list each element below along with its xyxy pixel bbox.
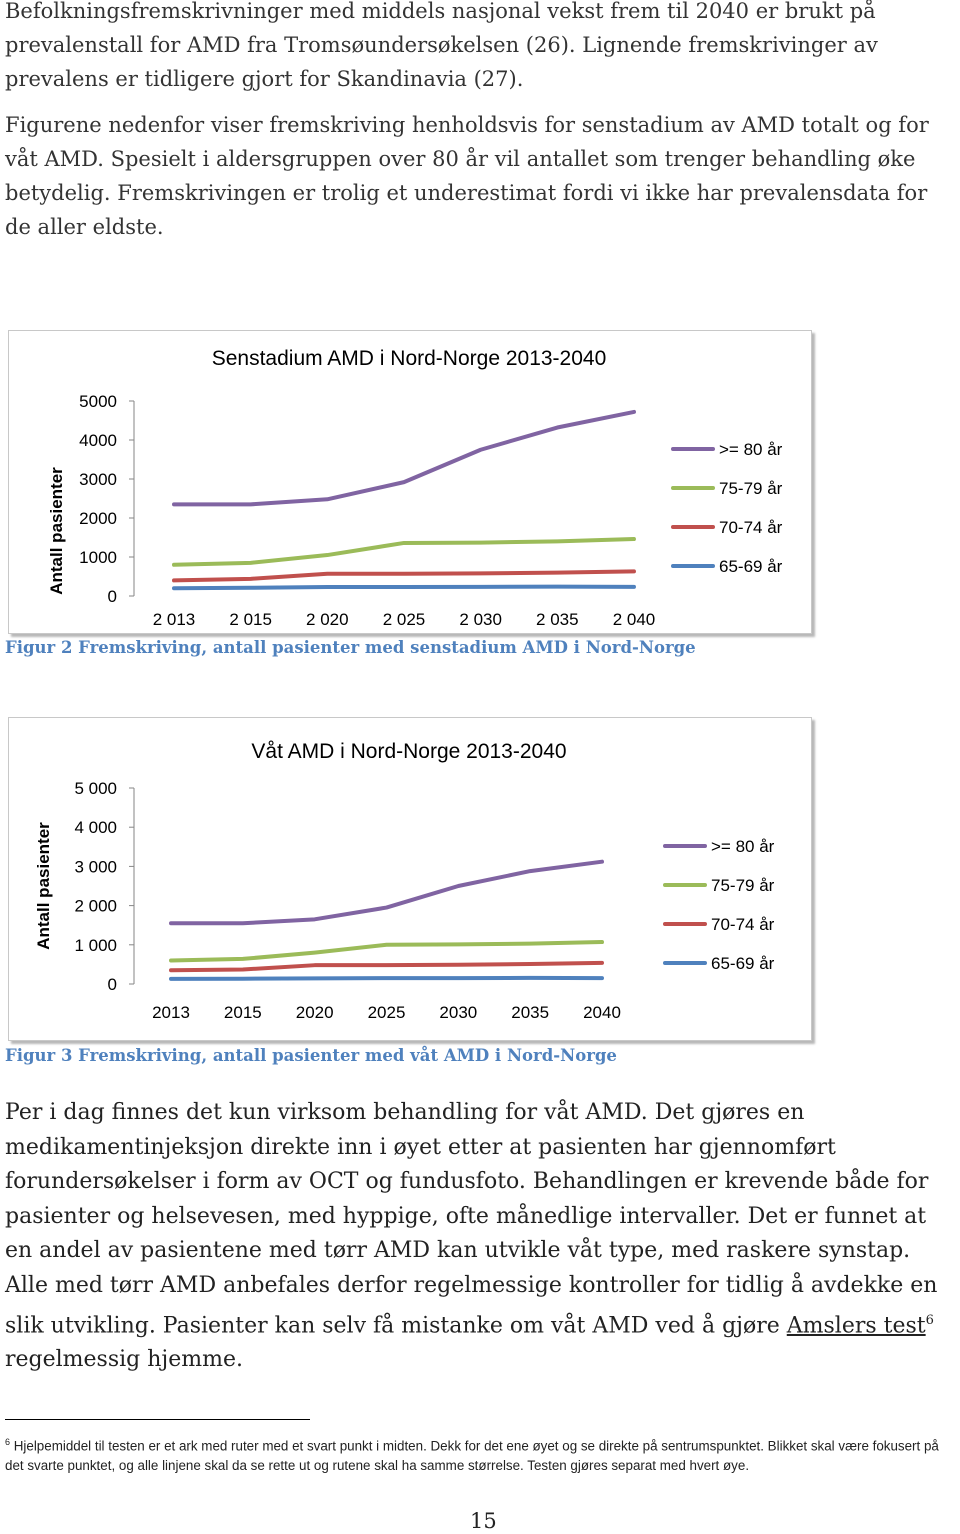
legend-label: 75-79 år — [711, 876, 775, 895]
y-tick-label: 1 000 — [74, 935, 117, 955]
y-tick-label: 4 000 — [74, 818, 117, 838]
intro-paragraph-1: Befolkningsfremskrivninger med middels nasjonal vekst frem til 2040 er brukt på prevalenstall for AMD fra Tromsøundersøkelsen (26). Lignende fremskrivinger av prevalens er tidligere gjort for Skandinavia (27). — [5, 0, 878, 91]
legend-label: 75-79 år — [719, 479, 783, 498]
series-line — [174, 571, 634, 580]
footnote — [5, 1433, 957, 1475]
x-tick-label: 2 020 — [306, 610, 349, 629]
chart-vat-amd — [9, 718, 811, 1040]
chart-senstadium — [9, 331, 811, 633]
y-tick-label: 2000 — [79, 509, 117, 528]
series-line — [171, 978, 602, 979]
series-line — [174, 539, 634, 565]
chart-senstadium-frame — [8, 330, 812, 634]
x-tick-label: 2030 — [439, 1003, 478, 1022]
series-line — [171, 862, 602, 924]
x-tick-label: 2013 — [152, 1003, 190, 1022]
x-tick-label: 2 015 — [229, 610, 272, 629]
x-tick-label: 2 025 — [382, 610, 426, 629]
y-tick-label: 1000 — [79, 548, 117, 567]
y-axis-label: Antall pasienter — [47, 467, 66, 595]
chart-title: Senstadium AMD i Nord-Norge 2013-2040 — [211, 347, 607, 370]
footnote-text: Hjelpemiddel til testen er et ark med ruter med et svart punkt i midten. Dekk for det ene øyet og se direkte på sentrumspunktet. Blikket skal være fokusert på det svarte punktet, og alle linjene skal da se rette ut og rutene skal ha samme størrelse. Testen gjøres separat med hvert øye. — [5, 1438, 939, 1473]
legend-label: >= 80 år — [719, 440, 783, 459]
series-line — [171, 942, 602, 960]
x-tick-label: 2 040 — [612, 610, 656, 629]
legend-label: 65-69 år — [719, 557, 783, 576]
x-tick-label: 2015 — [223, 1003, 262, 1022]
y-tick-label: 5 000 — [74, 779, 117, 798]
series-line — [174, 412, 634, 504]
footnote-number: 6 — [5, 1437, 11, 1447]
y-tick-label: 4000 — [79, 431, 117, 450]
y-tick-label: 3000 — [79, 470, 117, 489]
legend-label: 70-74 år — [711, 915, 775, 934]
x-tick-label: 2040 — [583, 1003, 621, 1022]
body-text-2: regelmessig hjemme. — [5, 1347, 243, 1373]
footnote-separator — [5, 1419, 310, 1420]
series-line — [174, 587, 634, 589]
figure-2-caption: Figur 2 Fremskriving, antall pasienter med senstadium AMD i Nord-Norge — [5, 638, 696, 657]
y-axis-label: Antall pasienter — [34, 822, 53, 950]
intro-paragraph-2: Figurene nedenfor viser fremskriving henholdsvis for senstadium av AMD totalt og for våt AMD. Spesielt i aldersgruppen over 80 år vil antallet som trenger behandling øke betydelig. Fremskrivingen er trolig et underestimat fordi vi ikke har prevalensdata for de aller eldste. — [5, 113, 929, 239]
chart-vat-amd-frame — [8, 717, 812, 1041]
x-tick-label: 2035 — [511, 1003, 550, 1022]
y-tick-label: 5000 — [79, 392, 117, 411]
x-tick-label: 2 035 — [536, 610, 579, 629]
body-paragraph — [5, 1096, 960, 1378]
page-number: 15 — [470, 1509, 497, 1533]
figure-3-caption: Figur 3 Fremskriving, antall pasienter med våt AMD i Nord-Norge — [5, 1046, 617, 1065]
y-tick-label: 0 — [107, 587, 117, 606]
y-tick-label: 2 000 — [74, 896, 117, 916]
amslers-test-link[interactable]: Amslers test — [786, 1312, 926, 1338]
x-tick-label: 2 030 — [459, 610, 502, 629]
legend-label: >= 80 år — [711, 837, 775, 856]
x-tick-label: 2025 — [367, 1003, 406, 1022]
series-line — [171, 963, 602, 970]
body-text-1: Per i dag finnes det kun virksom behandling for våt AMD. Det gjøres en medikamentinjeksjon direkte inn i øyet etter at pasienten har gjennomført forundersøkelser i form av OCT og fundusfoto. Behandlingen er krevende både for pasienter og helsevesen, med hyppige, ofte månedlige intervaller. Det er funnet at en andel av pasientene med tørr AMD kan utvikle våt type, med raskere synstap. Alle med tørr AMD anbefales derfor regelmessige kontroller for tidlig å avdekke en slik utvikling. Pasienter kan selv få mistanke om våt AMD ved å gjøre — [5, 1100, 938, 1338]
y-tick-label: 0 — [107, 975, 117, 994]
legend-label: 65-69 år — [711, 954, 775, 973]
legend-label: 70-74 år — [719, 518, 783, 537]
footnote-ref[interactable]: 6 — [925, 1312, 934, 1328]
x-tick-label: 2020 — [295, 1003, 334, 1022]
chart-title: Våt AMD i Nord-Norge 2013-2040 — [251, 740, 567, 763]
x-tick-label: 2 013 — [152, 610, 196, 629]
y-tick-label: 3 000 — [74, 857, 117, 877]
